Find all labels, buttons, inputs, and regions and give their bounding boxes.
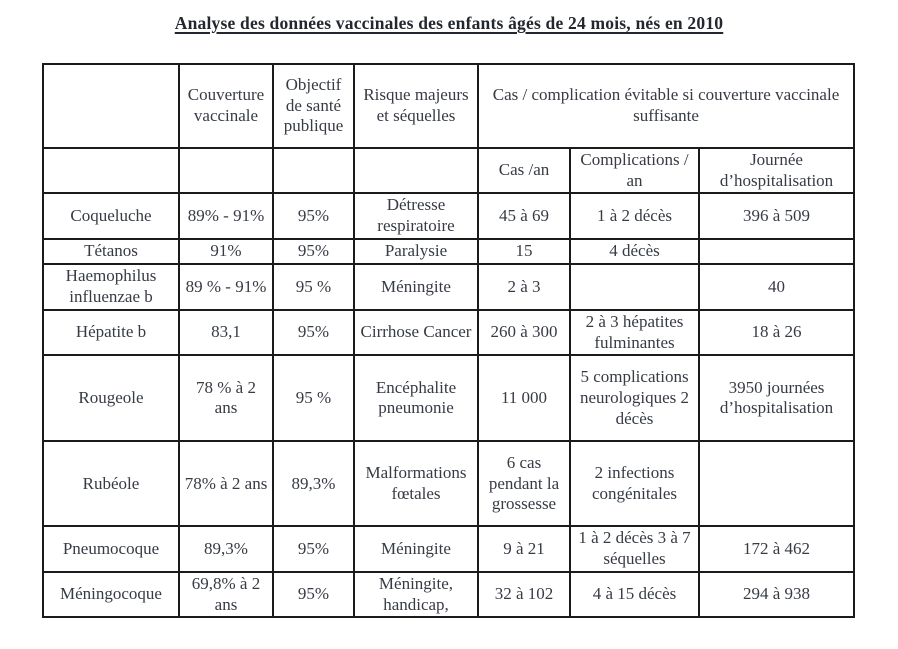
cell-complications — [570, 264, 699, 310]
header-cell-objective: Objectif de santé publique — [273, 64, 354, 148]
cell-coverage: 78% à 2 ans — [179, 441, 273, 526]
cell-hospital: 18 à 26 — [699, 310, 854, 355]
table-row — [43, 310, 854, 355]
subheader-cell-empty-4 — [354, 148, 478, 193]
cell-cases: 15 — [478, 239, 570, 264]
cell-vaccine: Tétanos — [43, 239, 179, 264]
cell-hospital: 294 à 938 — [699, 572, 854, 617]
subheader-cell-cases-per-year: Cas /an — [478, 148, 570, 193]
cell-hospital: 396 à 509 — [699, 193, 854, 238]
cell-objective: 95% — [273, 239, 354, 264]
cell-risk: Paralysie — [354, 239, 478, 264]
cell-vaccine: Coqueluche — [43, 193, 179, 238]
subheader-cell-empty-3 — [273, 148, 354, 193]
table-row — [43, 441, 854, 526]
cell-hospital — [699, 239, 854, 264]
cell-cases: 32 à 102 — [478, 572, 570, 617]
header-cell-empty — [43, 64, 179, 148]
cell-risk: Détresse respiratoire — [354, 193, 478, 238]
cell-objective: 95% — [273, 310, 354, 355]
cell-objective: 89,3% — [273, 441, 354, 526]
cell-hospital: 3950 journées d’hospitalisation — [699, 355, 854, 441]
cell-complications: 1 à 2 décès 3 à 7 séquelles — [570, 526, 699, 571]
cell-risk: Encéphalite pneumonie — [354, 355, 478, 441]
header-cell-risk: Risque majeurs et séquelles — [354, 64, 478, 148]
cell-complications: 1 à 2 décès — [570, 193, 699, 238]
cell-vaccine: Hépatite b — [43, 310, 179, 355]
cell-risk: Cirrhose Cancer — [354, 310, 478, 355]
cell-cases: 2 à 3 — [478, 264, 570, 310]
cell-hospital — [699, 441, 854, 526]
cell-hospital: 40 — [699, 264, 854, 310]
cell-objective: 95% — [273, 526, 354, 571]
cell-coverage: 89,3% — [179, 526, 273, 571]
cell-coverage: 69,8% à 2 ans — [179, 572, 273, 617]
table-body — [43, 193, 854, 617]
cell-complications: 5 complications neurologiques 2 décès — [570, 355, 699, 441]
cell-risk: Méningite — [354, 526, 478, 571]
table-row — [43, 355, 854, 441]
cell-cases: 11 000 — [478, 355, 570, 441]
subheader-cell-hospital-days: Journée d’hospitalisation — [699, 148, 854, 193]
subheader-cell-empty-2 — [179, 148, 273, 193]
cell-vaccine: Méningocoque — [43, 572, 179, 617]
cell-vaccine: Pneumocoque — [43, 526, 179, 571]
cell-risk: Méningite, handicap, — [354, 572, 478, 617]
subheader-cell-complications-per-year: Complications / an — [570, 148, 699, 193]
cell-vaccine: Rougeole — [43, 355, 179, 441]
header-cell-coverage: Couverture vaccinale — [179, 64, 273, 148]
table-row — [43, 264, 854, 310]
cell-cases: 45 à 69 — [478, 193, 570, 238]
vaccine-data-table — [42, 63, 855, 618]
cell-vaccine: Rubéole — [43, 441, 179, 526]
table-row — [43, 193, 854, 238]
table-row — [43, 572, 854, 617]
cell-hospital: 172 à 462 — [699, 526, 854, 571]
cell-coverage: 89% - 91% — [179, 193, 273, 238]
cell-complications: 4 décès — [570, 239, 699, 264]
header-row-main — [43, 64, 854, 148]
cell-cases: 260 à 300 — [478, 310, 570, 355]
cell-objective: 95% — [273, 572, 354, 617]
page-title: Analyse des données vaccinales des enfants âgés de 24 mois, nés en 2010 — [174, 13, 724, 33]
header-row-sub — [43, 148, 854, 193]
table-row — [43, 526, 854, 571]
table-row — [43, 239, 854, 264]
table-header — [43, 64, 854, 193]
cell-risk: Méningite — [354, 264, 478, 310]
cell-complications: 4 à 15 décès — [570, 572, 699, 617]
subheader-cell-empty-1 — [43, 148, 179, 193]
cell-coverage: 83,1 — [179, 310, 273, 355]
cell-complications: 2 infections congénitales — [570, 441, 699, 526]
cell-risk: Malformations fœtales — [354, 441, 478, 526]
cell-complications: 2 à 3 hépatites fulminantes — [570, 310, 699, 355]
cell-objective: 95% — [273, 193, 354, 238]
header-cell-group-preventable-cases: Cas / complication évitable si couverture vaccinale suffisante — [478, 64, 854, 148]
cell-cases: 6 cas pendant la grossesse — [478, 441, 570, 526]
cell-coverage: 89 % - 91% — [179, 264, 273, 310]
cell-cases: 9 à 21 — [478, 526, 570, 571]
cell-coverage: 78 % à 2 ans — [179, 355, 273, 441]
cell-vaccine: Haemophilus influenzae b — [43, 264, 179, 310]
cell-objective: 95 % — [273, 264, 354, 310]
cell-coverage: 91% — [179, 239, 273, 264]
cell-objective: 95 % — [273, 355, 354, 441]
